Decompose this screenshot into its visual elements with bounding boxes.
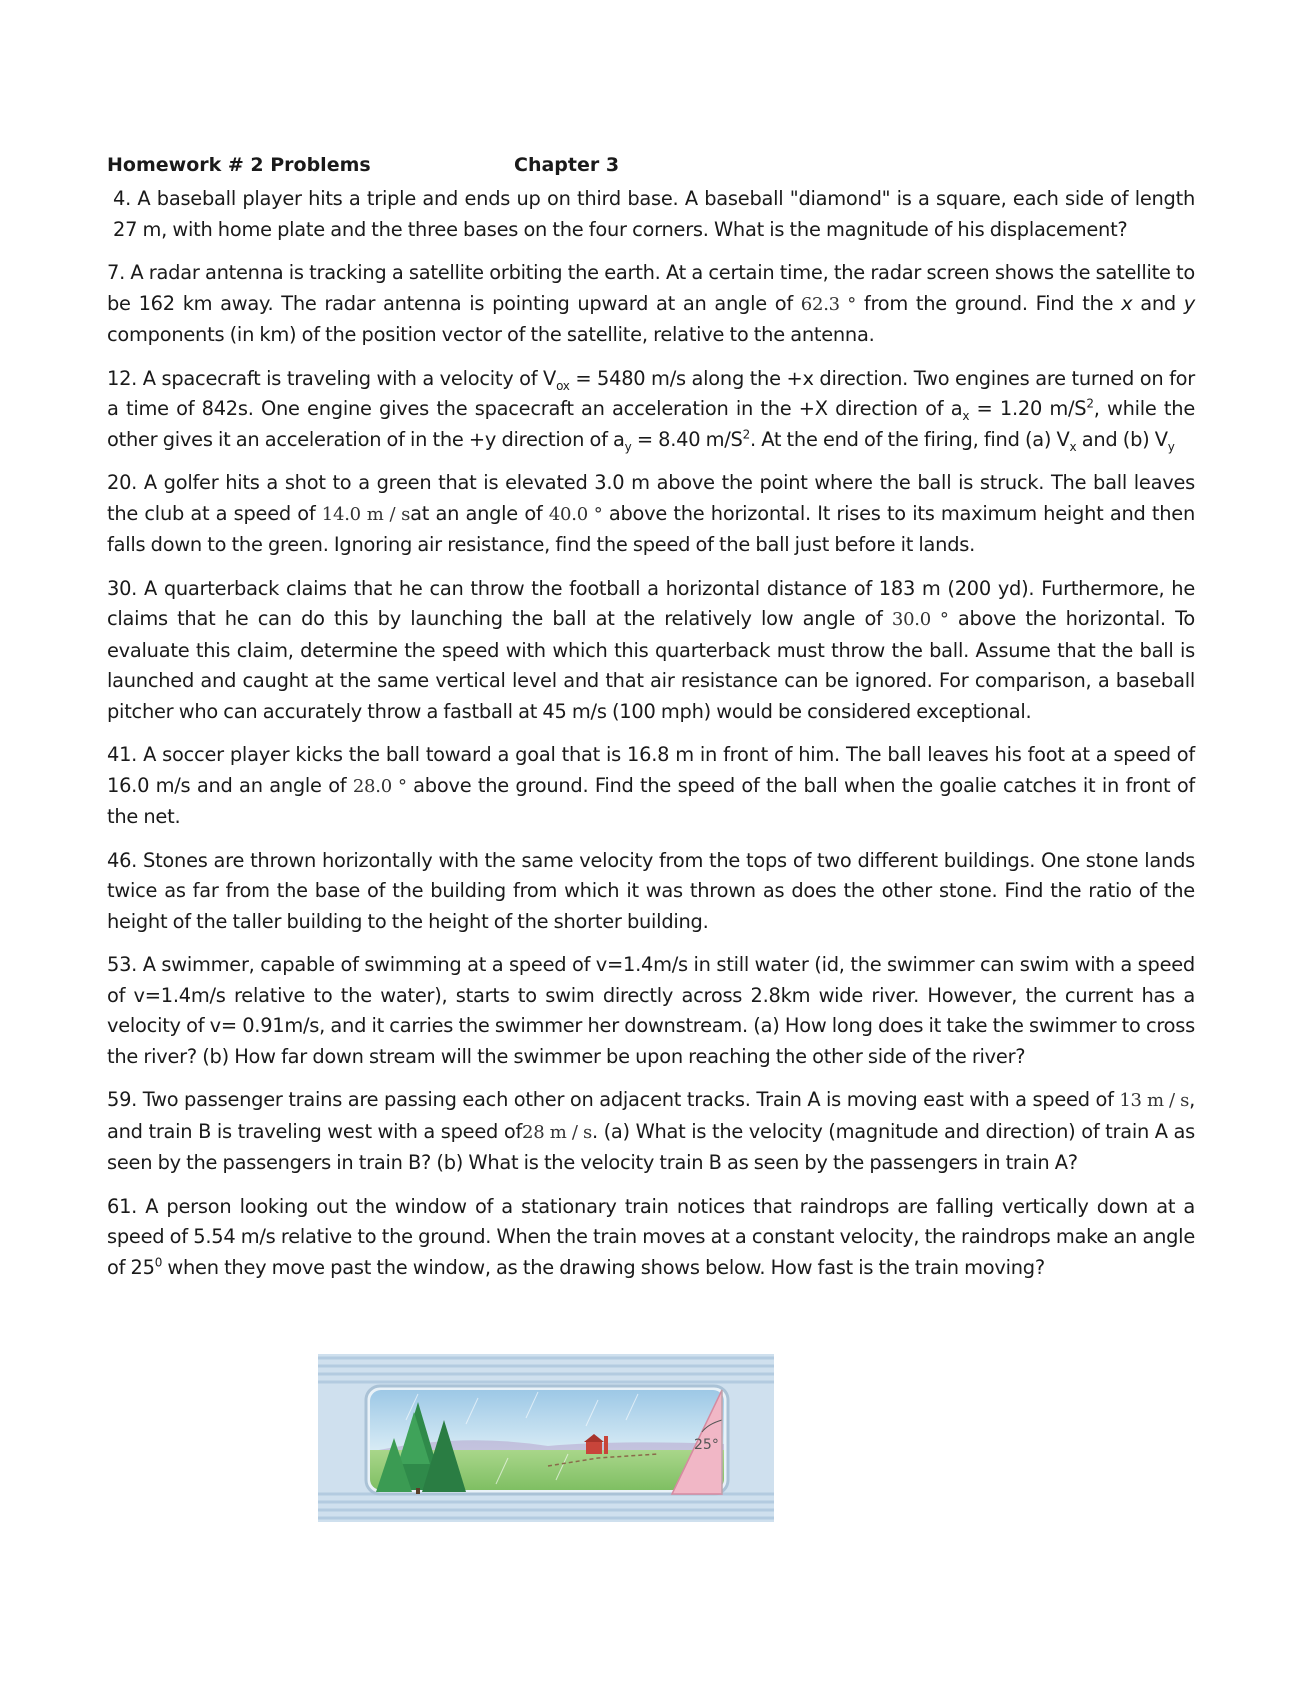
problem-12: 12. A spacecraft is traveling with a velocity of $V_{ox} = 5480$ m/s along the +x direction. Two engines are turned on for a time of 842s. One engine gives the spacecraft an acceleration in the +X direction of $a_x = 1.20$ $m/S^2$, while the other gives it an acceleration of in the +y direction of $a_y = 8.40$ $m/S^2$. At the end of the firing, find (a) $V_x$ and (b) $V_y$ [107, 366, 1196, 454]
problem-46: 46. Stones are thrown horizontally with the same velocity from the tops of two different buildings. One stone lands twice as far from the base of the building from which it was thrown as does the other stone. Find the ratio of the height of the taller building to the height of the shorter building. [107, 848, 1195, 933]
problem-53: 53. A swimmer, capable of swimming at a speed of v=1.4m/s in still water (id, the swimmer can swim with a speed of v=1.4m/s relative to the water), starts to swim directly across 2.8km wide river. However, the current has a velocity of v= 0.91m/s, and it carries the swimmer her downstream. (a) How long does it take the swimmer to cross the river? (b) How far down stream will the swimmer be upon reaching the other side of the river? [107, 953, 1195, 1068]
chapter-title: Chapter 3 [514, 154, 620, 176]
problem-41: 41. A soccer player kicks the ball toward a goal that is 16.8 m in front of him. The ball leaves his foot at a speed of 16.0 m/s and an angle of 28.0 ° above the ground. Find the speed of the ball when the goalie catches it in front of the net. [107, 743, 1196, 828]
page-header [107, 150, 1195, 184]
problem-7: 7. A radar antenna is tracking a satellite orbiting the earth. At a certain time, the radar screen shows the satellite to be 162 km away. The radar antenna is pointing upward at an angle of 62.3 ° from the ground. Find the x and y components (in km) of the position vector of the satellite, relative to the antenna. [107, 261, 1196, 346]
problem-4: 4. A baseball player hits a triple and ends up on third base. A baseball "diamond" is a square, each side of length 27 m, with home plate and the three bases on the four corners. What is the magnitude of his displacement? [113, 187, 1195, 241]
homework-title: Homework # 2 Problems [107, 154, 371, 176]
homework-page [107, 150, 1195, 1296]
problem-30: 30. A quarterback claims that he can throw the football a horizontal distance of 183 m (200 yd). Furthermore, he claims that he can do this by launching the ball at the relatively low angle of 30.0 ° above the horizontal. To evaluate this claim, determine the speed with which this quarterback must throw the ball. Assume that the ball is launched and caught at the same vertical level and that air resistance can be ignored. For comparison, a baseball pitcher who can accurately throw a fastball at 45 m/s (100 mph) would be considered exceptional. [107, 576, 1195, 723]
problem-20: 20. A golfer hits a shot to a green that is elevated 3.0 m above the point where the ball is struck. The ball leaves the club at a speed of 14.0 m / sat an angle of 40.0 ° above the horizontal. It rises to its maximum height and then falls down to the green. Ignoring air resistance, find the speed of the ball just before it lands. [107, 471, 1195, 556]
train-window-figure [318, 1354, 774, 1522]
angle-label: 25° [694, 1437, 719, 1453]
problem-61: 61. A person looking out the window of a stationary train notices that raindrops are falling vertically down at a speed of 5.54 m/s relative to the ground. When the train moves at a constant velocity, the raindrops make an angle of $25^0$ when they move past the window, as the drawing shows below. How fast is the train moving? [107, 1194, 1195, 1279]
problem-59: 59. Two passenger trains are passing each other on adjacent tracks. Train A is moving east with a speed of 13 m / s, and train B is traveling west with a speed of28 m / s. (a) What is the velocity (magnitude and direction) of train A as seen by the passengers in train B? (b) What is the velocity train B as seen by the passengers in train A? [107, 1088, 1196, 1174]
